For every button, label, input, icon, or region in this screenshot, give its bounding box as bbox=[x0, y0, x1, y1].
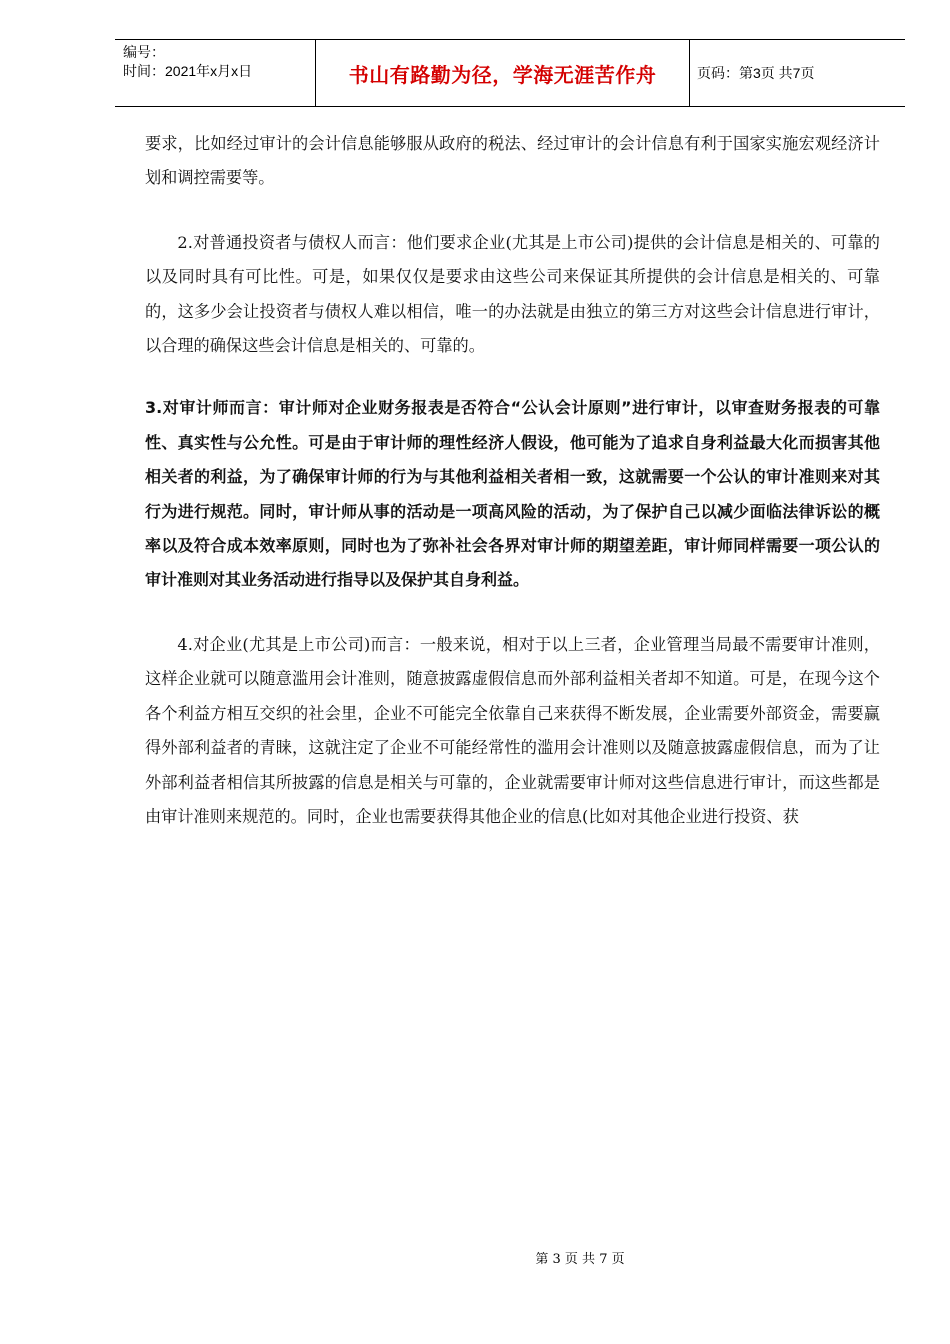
header-meta bbox=[115, 40, 315, 106]
paragraph-enterprises: 4.对企业(尤其是上市公司)而言：一般来说，相对于以上三者，企业管理当局最不需要审计准则，这样企业就可以随意滥用会计准则，随意披露虚假信息而外部利益相关者却不知道。可是，在现今这个各个利益方相互交织的社会里，企业不可能完全依靠自己来获得不断发展，企业需要外部资金，需要赢得外部利益者的青睐，这就注定了企业不可能经常性的滥用会计准则以及随意披露虚假信息，而为了让外部利益者相信其所披露的信息是相关与可靠的，企业就需要审计师对这些信息进行审计，而这些都是由审计准则来规范的。同时，企业也需要获得其他企业的信息(比如对其他企业进行投资、获 bbox=[145, 634, 880, 826]
paragraph-continuation: 要求，比如经过审计的会计信息能够服从政府的税法、经过审计的会计信息有利于国家实施宏观经济计划和调控需要等。 bbox=[145, 134, 880, 188]
page-header bbox=[115, 39, 905, 107]
header-page-indicator: 页码：第3页 共7页 bbox=[697, 65, 815, 81]
document-body bbox=[145, 127, 880, 834]
serial-number-label: 编号： bbox=[123, 44, 165, 60]
date-label: 时间：2021年x月x日 bbox=[123, 63, 253, 79]
header-slogan: 书山有路勤为径，学海无涯苦作舟 bbox=[315, 40, 690, 106]
paragraph-investors: 2.对普通投资者与债权人而言：他们要求企业(尤其是上市公司)提供的会计信息是相关的、可靠的以及同时具有可比性。可是，如果仅仅是要求由这些公司来保证其所提供的会计信息是相关的、可靠的，这多少会让投资者与债权人难以相信，唯一的办法就是由独立的第三方对这些会计信息进行审计，以合理的确保这些会计信息是相关的、可靠的。 bbox=[145, 232, 880, 356]
paragraph-auditors: 3.对审计师而言：审计师对企业财务报表是否符合“公认会计原则”进行审计，以审查财务报表的可靠性、真实性与公允性。可是由于审计师的理性经济人假设，他可能为了追求自身利益最大化而损害其他相关者的利益，为了确保审计师的行为与其他利益相关者相一致，这就需要一个公认的审计准则来对其行为进行规范。同时，审计师从事的活动是一项高风险的活动，为了保护自己以减少面临法律诉讼的概率以及符合成本效率原则，同时也为了弥补社会各界对审计师的期望差距，审计师同样需要一项公认的审计准则对其业务活动进行指导以及保护其自身利益。 bbox=[145, 398, 880, 590]
page-footer: 第 3 页 共 7 页 bbox=[535, 1252, 625, 1267]
